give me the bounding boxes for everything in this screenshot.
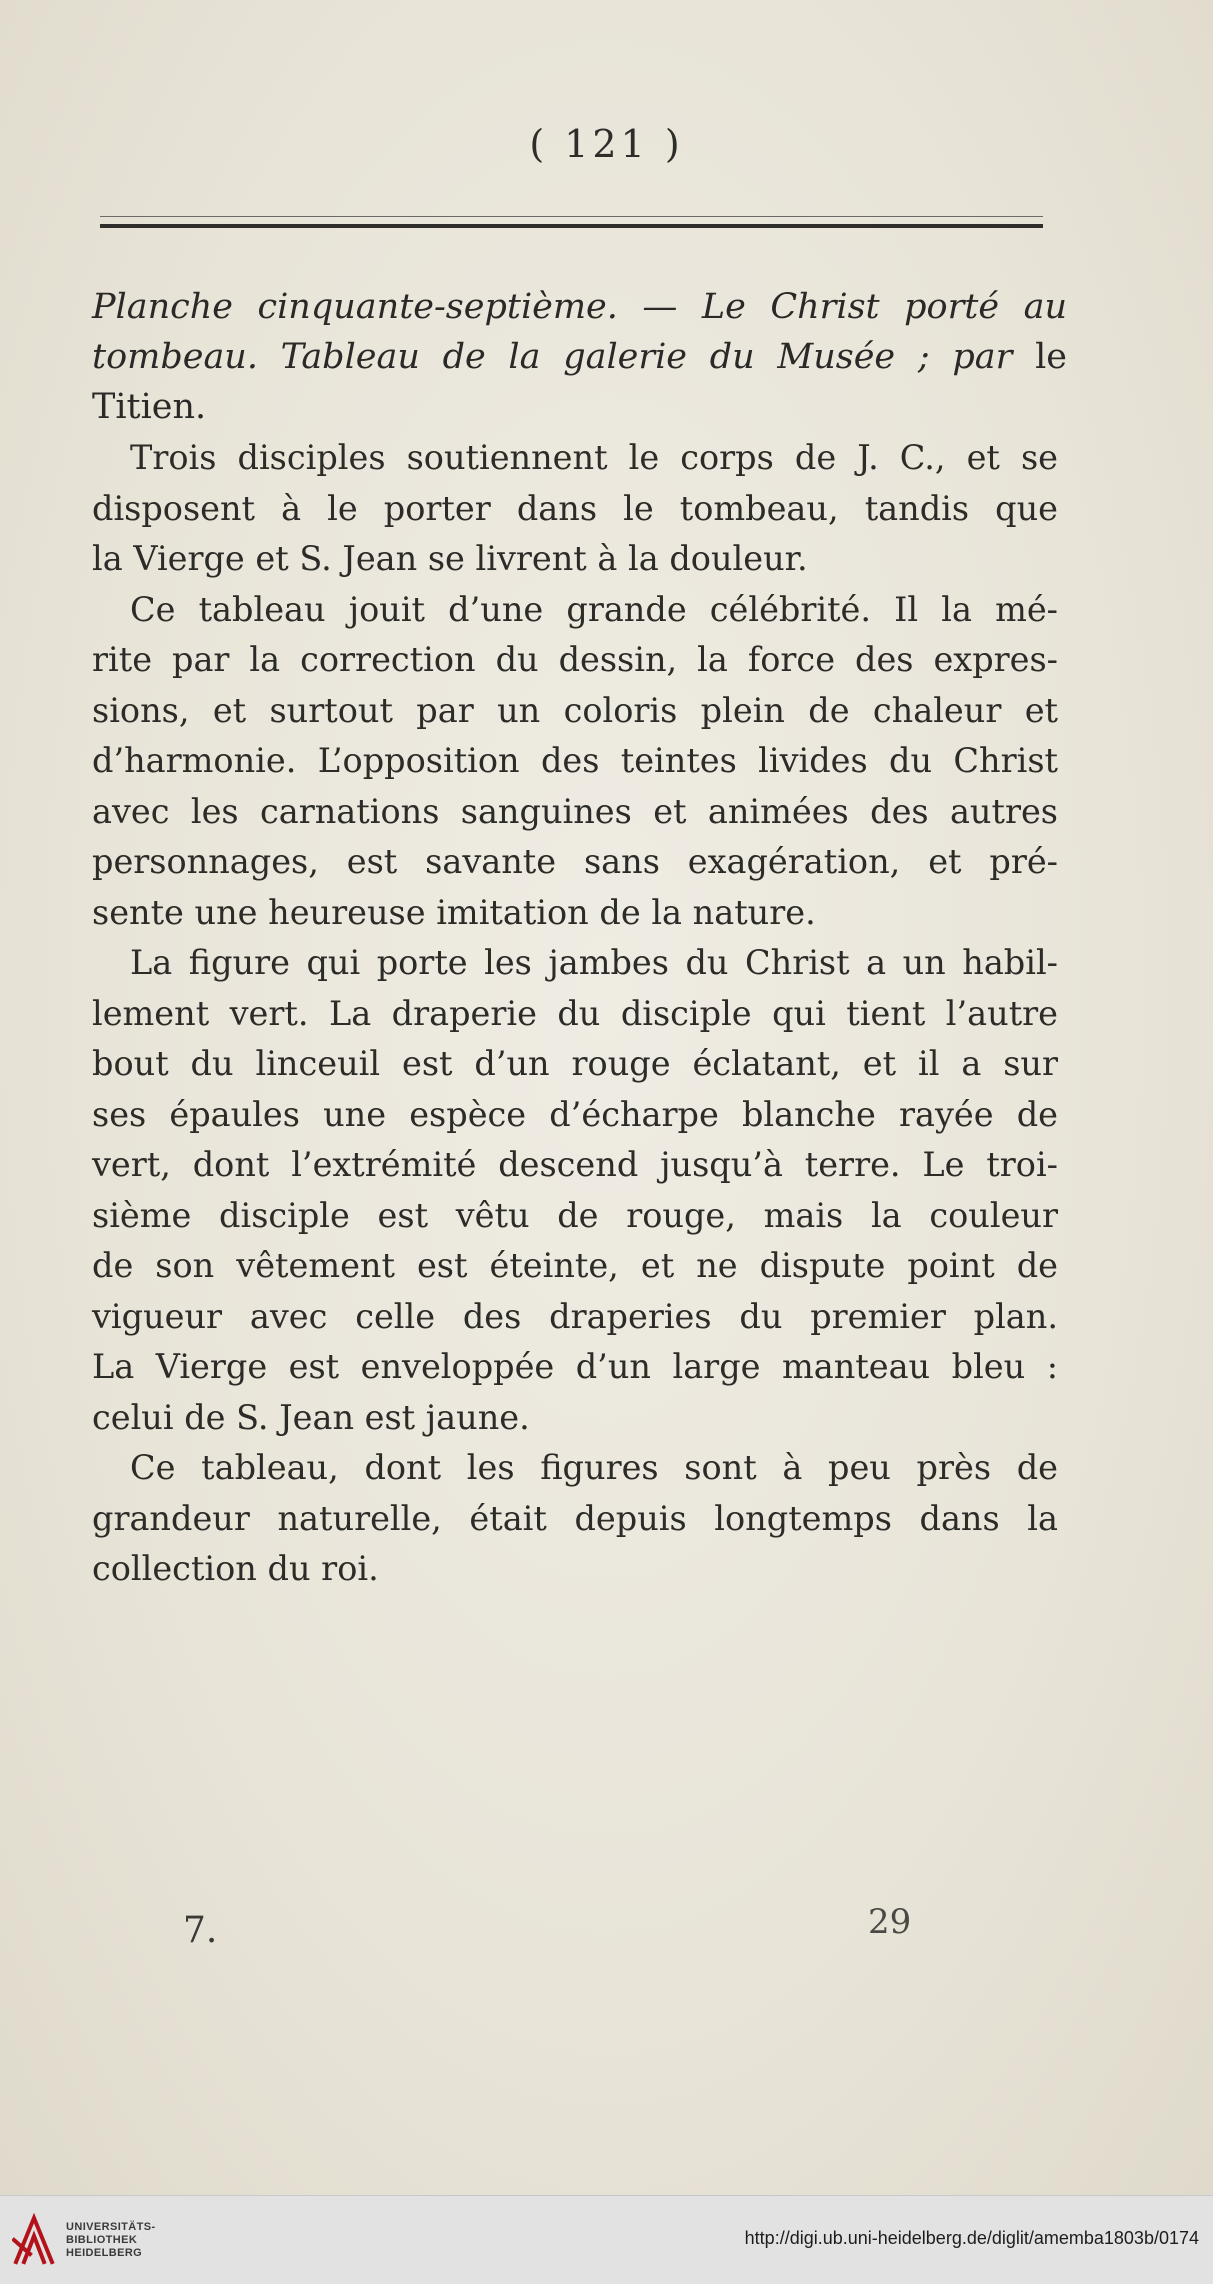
body-text xyxy=(92,433,1058,1595)
text-line: ses épaules une espèce d’écharpe blanche rayée de xyxy=(92,1094,1058,1134)
text-line: vigueur avec celle des draperies du premier plan. xyxy=(92,1296,1058,1336)
source-url[interactable]: http://digi.ub.uni-heidelberg.de/diglit/amemba1803b/0174 xyxy=(744,2228,1199,2248)
library-name-line: HEIDELBERG xyxy=(66,2247,143,2259)
text-line: sième disciple est vêtu de rouge, mais la couleur xyxy=(92,1195,1058,1235)
library-name xyxy=(66,2221,156,2260)
text-line: Ce tableau jouit d’une grande célébrité. Il la mé- xyxy=(130,589,1058,629)
paragraph xyxy=(92,433,1058,585)
library-name-line: BIBLIOTHEK xyxy=(66,2234,138,2246)
text-line: rite par la correction du dessin, la force des expres- xyxy=(92,640,1058,679)
text-line: La Vierge est enveloppée d’un large manteau bleu : xyxy=(92,1347,1058,1386)
signature-mark-left: 7. xyxy=(183,1910,218,1951)
paragraph xyxy=(92,938,1058,1443)
plate-caption xyxy=(92,282,1067,432)
text-line: sente une heureuse imitation de la nature. xyxy=(92,892,816,932)
caption-title: Planche cinquante-septième. — Le Christ porté au tombeau. Tableau de la galerie du Musée ; par xyxy=(92,287,1067,377)
text-line: vert, dont l’extrémité descend jusqu’à terre. Le troi- xyxy=(92,1145,1058,1184)
text-line: d’harmonie. L’opposition des teintes livides du Christ xyxy=(92,741,1058,780)
header-rule xyxy=(100,224,1043,228)
text-line: personnages, est savante sans exagération, et pré- xyxy=(92,842,1058,881)
text-line: la Vierge et S. Jean se livrent à la douleur. xyxy=(92,539,808,578)
text-line: de son vêtement est éteinte, et ne dispute point de xyxy=(92,1246,1058,1285)
caption-artist: le Titien. xyxy=(92,337,1067,427)
text-line: La figure qui porte les jambes du Christ a un habil- xyxy=(130,943,1058,982)
footer-bar xyxy=(0,2195,1213,2284)
text-line: Trois disciples soutiennent le corps de J. C., et se xyxy=(130,438,1058,477)
text-line: bout du linceuil est d’un rouge éclatant, et il a sur xyxy=(92,1044,1058,1083)
paragraph xyxy=(92,585,1058,939)
text-line: celui de S. Jean est jaune. xyxy=(92,1397,530,1437)
library-logo-icon xyxy=(12,2210,56,2270)
paragraph xyxy=(92,1443,1058,1595)
header-rule-thin xyxy=(100,216,1043,217)
text-line: lement vert. La draperie du disciple qui tient l’autre xyxy=(92,993,1058,1033)
text-line: grandeur naturelle, était depuis longtemps dans la xyxy=(92,1498,1058,1538)
text-line: avec les carnations sanguines et animées des autres xyxy=(92,791,1058,831)
text-line: collection du roi. xyxy=(92,1549,379,1588)
text-line: Ce tableau, dont les figures sont à peu près de xyxy=(130,1448,1058,1487)
page-number: ( 121 ) xyxy=(529,122,684,166)
text-line: disposent à le porter dans le tombeau, tandis que xyxy=(92,488,1058,528)
signature-mark-right: 29 xyxy=(868,1902,912,1942)
text-line: sions, et surtout par un coloris plein de chaleur et xyxy=(92,690,1058,730)
library-name-line: UNIVERSITÄTS- xyxy=(66,2221,156,2233)
